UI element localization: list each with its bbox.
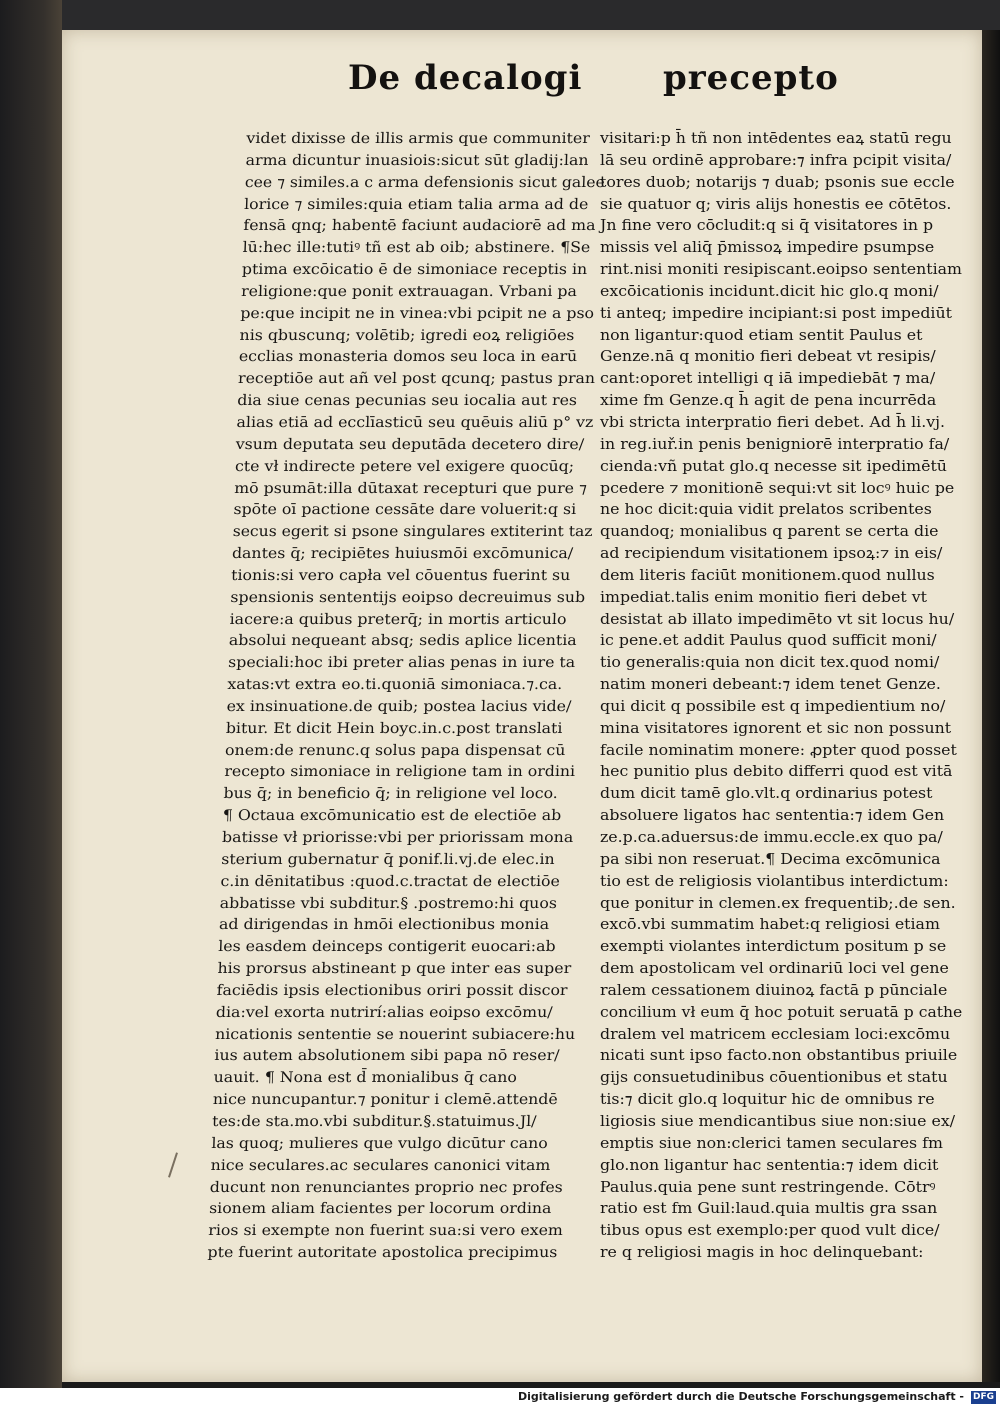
- text-line: tionis:si vero capła vel cōuentus fuerint su: [230, 566, 571, 584]
- text-line: absoluere ligatos hac sententia:⁊ idem Gen: [600, 807, 945, 825]
- text-line: qui dicit q possibile est q impedientium no/: [600, 697, 946, 715]
- text-line: tibus opus est exemplo:per quod vult dice/: [600, 1222, 940, 1240]
- text-line: sterium gubernatur q̄ ponif.li.vj.de elec.in: [220, 850, 555, 868]
- text-line: ad recipiendum visitationem ipsoꝝ:⁊ in eis/: [600, 545, 943, 563]
- text-line: ptima excōicatio ē de simoniace receptis in: [241, 261, 588, 279]
- text-line: iacere:a quibus preterq̄; in mortis articulo: [229, 610, 567, 628]
- text-line: ze.p.ca.aduersus:de immu.eccle.ex quo pa/: [600, 829, 943, 846]
- text-line: ad dirigendas in hmōi electionibus monia: [218, 916, 550, 934]
- text-line: xime fm Genze.q h̄ agit de pena incurrēda: [600, 392, 937, 410]
- text-line: cte vł indirecte petere vel exigere quocūq;: [234, 457, 575, 475]
- text-line: concilium vł eum q̄ hoc potuit seruatā p cathe: [600, 1003, 963, 1021]
- running-header-left: De decalogi: [348, 58, 583, 98]
- text-line: cienda:vñ putat glo.q necesse sit ipedimētū: [600, 457, 947, 475]
- text-line: facile nominatim monere: ꝓpter quod posset: [600, 741, 957, 759]
- text-line: las quoq; mulieres que vulgo dicūtur cano: [211, 1134, 549, 1152]
- running-header: [288, 58, 839, 118]
- text-line: pe:que incipit ne in vinea:vbi pcipit ne a pso: [240, 304, 595, 322]
- text-line: lorice ⁊ similes:quia etiam talia arma ad de: [243, 195, 589, 213]
- text-line: sionem aliam facientes per locorum ordina: [208, 1200, 552, 1218]
- digitization-footer: [0, 1388, 1000, 1407]
- text-line: hec punitio plus debito differri quod est vitā: [600, 763, 953, 781]
- text-line: uauit. ¶ Nona est d̄ monialibus q̄ cano: [213, 1069, 518, 1087]
- text-line: alias etiā ad ecclīasticū seu quēuis aliū p° vz: [236, 413, 594, 431]
- text-line: gijs consuetudinibus cōuentionibus et statu: [600, 1069, 948, 1087]
- text-line: videt dixisse de illis armis que communiter: [246, 130, 591, 147]
- text-line: pa sibi non reseruat.¶ Decima excōmunica: [600, 850, 941, 868]
- text-line: ius autem absolutionem sibi papa nō reser/: [214, 1047, 560, 1065]
- text-line: desistat ab illato impedimēto vt sit locus hu/: [600, 610, 955, 628]
- text-line: Jn fine vero cōcludit:q si q̄ visitatores in p: [600, 217, 934, 235]
- running-header-right: precepto: [663, 58, 839, 98]
- text-line: lā seu ordinē approbare:⁊ infra pcipit visita/: [600, 151, 952, 169]
- text-line: his prorsus abstineant p que inter eas super: [217, 960, 572, 978]
- text-line: batisse vł priorisse:vbi per priorissam mona: [221, 829, 574, 846]
- text-line: ligiosis siue mendicantibus siue non:siue ex/: [600, 1112, 956, 1130]
- text-line: abbatisse vbi subditur.§ .postremo:hi quos: [219, 894, 558, 912]
- text-line: exempti violantes interdictum positum p se: [600, 938, 947, 956]
- text-line: rint.nisi moniti resipiscant.eoipso sententiam: [600, 261, 962, 279]
- text-line: dralem vel matricem ecclesiam loci:excōmu: [600, 1025, 951, 1043]
- text-line: ex insinuatione.de quib; postea lacius vide/: [226, 697, 572, 715]
- text-line: nice nuncupantur.⁊ ponitur i clemē.attendē: [212, 1091, 559, 1109]
- dfg-logo: DFG: [972, 1392, 994, 1402]
- book-binding-edge: [0, 0, 62, 1388]
- text-line: in reg.iuř.in penis benigniorē interpratio fa/: [600, 435, 950, 453]
- text-line: ralem cessationem diuinoꝝ factā p pūnciale: [600, 981, 948, 999]
- text-line: ratio est fm Guil:laud.quia multis gra ssan: [600, 1200, 938, 1218]
- text-line: dia:vel exorta nutrirí:alias eoipso excōmu/: [215, 1003, 553, 1021]
- text-line: recepto simoniace in religione tam in ordini: [224, 763, 576, 781]
- text-line: nicati sunt ipso facto.non obstantibus priuile: [600, 1047, 958, 1065]
- text-line: nicationis sententie se nouerint subiacere:hu: [214, 1025, 576, 1043]
- text-line: spensionis sententijs eoipso decreuimus sub: [230, 588, 586, 606]
- text-line: rios si exempte non fuerint sua:si vero exem: [208, 1222, 564, 1240]
- text-line: excōicationis incidunt.dicit hic glo.q moni/: [600, 282, 939, 300]
- text-line: dia siue cenas pecunias seu iocalia aut res: [237, 392, 578, 410]
- text-line: ecclias monasteria domos seu loca in earū: [238, 348, 578, 366]
- text-line: speciali:hoc ibi preter alias penas in iure ta: [227, 654, 576, 672]
- text-line: que ponitur in clemen.ex frequentib;.de sen.: [600, 894, 956, 912]
- text-line: tes:de sta.mo.vbi subditur.§.statuimus.Jl/: [211, 1112, 537, 1130]
- text-line: cant:oporet intelligi q iā impediebāt ⁊ ma/: [600, 370, 936, 388]
- text-line: re q religiosi magis in hoc delinquebant:: [600, 1244, 924, 1262]
- text-line: mō psumāt:illa dūtaxat recepturi que pure ⁊: [233, 479, 588, 497]
- text-line: Paulus.quia pene sunt restringende. Cōtrꝰ: [600, 1178, 936, 1196]
- text-line: pcedere ⁊ monitionē sequi:vt sit locꝰ huic pe: [600, 479, 955, 497]
- text-line: natim moneri debeant:⁊ idem tenet Genze.: [600, 676, 941, 694]
- text-line: pte fuerint autoritate apostolica precipimus: [207, 1244, 558, 1262]
- text-line: emptis siue non:clerici tamen seculares fm: [600, 1134, 943, 1152]
- text-line: secus egerit si psone singulares extiterint taz: [232, 523, 593, 541]
- text-line: receptiōe aut añ vel post qcunq; pastus pran: [237, 370, 596, 388]
- text-line: ne hoc dicit:quia vidit prelatos scribentes: [600, 501, 932, 519]
- text-line: mina visitatores ignorent et sic non possunt: [600, 719, 952, 737]
- text-line: onem:de renunc.q solus papa dispensat cū: [224, 741, 566, 759]
- text-line: ¶ Octaua excōmunicatio est de electiōe ab: [222, 807, 562, 825]
- text-line: sie quatuor q; viris alijs honestis ee cōtētos.: [600, 195, 952, 213]
- text-line: faciēdis ipsis electionibus oriri possit discor: [216, 981, 568, 999]
- text-line: non ligantur:quod etiam sentit Paulus et: [600, 326, 923, 344]
- text-line: les easdem deinceps contigerit euocari:ab: [217, 938, 556, 956]
- text-line: religione:que ponit extrauagan. Vrbani pa: [240, 282, 578, 300]
- text-line: glo.non ligantur hac sententia:⁊ idem dicit: [600, 1156, 939, 1174]
- text-line: tis:⁊ dicit glo.q loquitur hic de omnibus re: [600, 1091, 935, 1109]
- text-line: xatas:vt extra eo.ti.quoniā simoniaca.⁊.ca.: [227, 676, 563, 694]
- text-line: absolui nequeant absq; sedis aplice licentia: [228, 632, 577, 650]
- text-line: tio generalis:quia non dicit tex.quod nomi/: [600, 654, 940, 672]
- text-line: missis vel aliq̄ p̄missoꝝ impedire psumpse: [600, 239, 935, 257]
- text-line: impediat.talis enim monitio fieri debet vt: [600, 588, 928, 606]
- text-line: cee ⁊ similes.a c arma defensionis sicut galee: [244, 173, 606, 191]
- text-column-left: [207, 128, 607, 1264]
- text-line: spōte oī pactione cessāte dare voluerit:q si: [233, 501, 577, 519]
- text-line: c.in dēnitatibus :quod.c.tractat de electiōe: [220, 872, 561, 890]
- text-line: tio est de religiosis violantibus interdictum:: [600, 872, 949, 890]
- text-line: tores duob; notarijs ⁊ duab; psonis sue eccle: [600, 173, 955, 191]
- text-line: dum dicit tamē glo.vlt.q ordinarius potest: [600, 785, 933, 803]
- text-line: Genze.nā q monitio fieri debeat vt resipis/: [600, 348, 936, 366]
- text-line: fensā qnq; habentē faciunt audaciorē ad ma: [243, 217, 596, 235]
- text-line: nis qbuscunq; volētib; igredi eoꝝ religiōes: [239, 326, 575, 344]
- text-line: ducunt non renunciantes proprio nec profes: [209, 1178, 564, 1196]
- text-line: dem apostolicam vel ordinariū loci vel gene: [600, 960, 949, 978]
- text-line: bus q̄; in beneficio q̄; in religione vel loco.: [223, 785, 559, 803]
- text-line: excō.vbi summatim habet:q religiosi etiam: [600, 916, 940, 934]
- text-line: lū:hec ille:tutiꝰ tñ est ab oib; abstinere. ¶Se: [242, 239, 591, 257]
- text-line: ti anteq; impedire incipiant:si post impediūt: [600, 304, 952, 322]
- text-column-right: [600, 128, 962, 1264]
- text-line: dem literis faciūt monitionem.quod nullus: [600, 566, 935, 584]
- text-line: ic pene.et addit Paulus quod sufficit moni/: [600, 632, 937, 650]
- text-line: dantes q̄; recipiētes huiusmōi excōmunica/: [231, 545, 574, 563]
- text-line: quandoq; monialibus q parent se certa die: [600, 523, 939, 541]
- funding-credit: Digitalisierung gefördert durch die Deutsche Forschungsgemeinschaft -: [517, 1390, 964, 1403]
- text-line: vsum deputata seu deputāda decetero dire/: [235, 435, 585, 453]
- text-line: visitari:p h̄ tñ non intēdentes eaꝝ statū regu: [600, 130, 952, 147]
- text-line: vbi stricta interpratio fieri debet. Ad h̄ li.vj.: [600, 413, 946, 431]
- text-line: nice seculares.ac seculares canonici vitam: [210, 1156, 551, 1174]
- text-line: bitur. Et dicit Hein boyc.in.c.post translati: [225, 719, 563, 737]
- text-line: arma dicuntur inuasiois:sicut sūt gladij:lan: [245, 151, 589, 169]
